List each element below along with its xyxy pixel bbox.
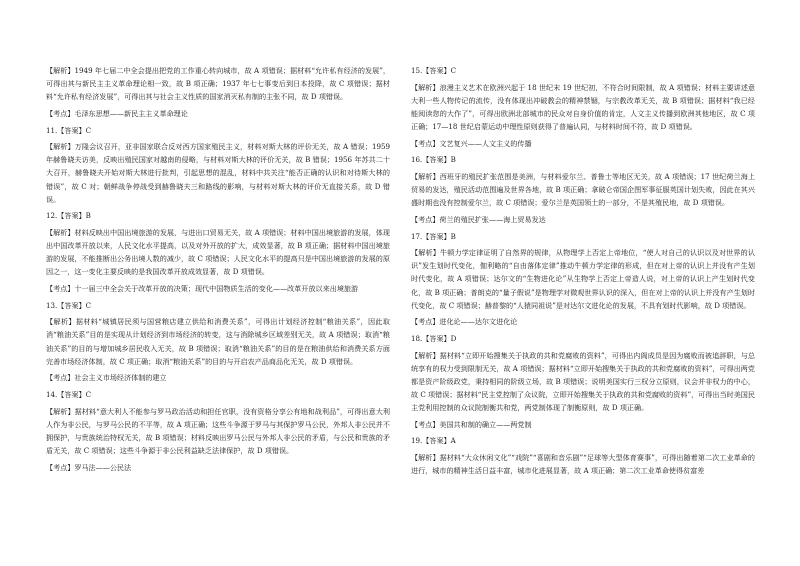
- topic-line: 【考点】毛泽东思想——新民主主义革命理论: [46, 108, 188, 118]
- answer-line: 18.【答案】D: [411, 334, 457, 344]
- explanation-paragraph: 【解析】据材料“意大利人不能参与罗马政治活动和担任官职，没有资格分享公有地和战利品”，可得出意大利人作为非公民，与罗马公民的不平等，故 A 项正确；这些斗争源于罗马与其保护罗马公民，外邦人非公民并不拥保护，与贵族统治特权无关，故 B 项错误；材料反映出罗马公民与外邦人非公民的矛盾，与公民和贵族的矛盾无关，故 C 项错误；这些斗争源于非公民利益缺乏法律保护，故 D 项错误。: [46, 406, 390, 455]
- topic-line: 【考点】罗马法——公民法: [46, 462, 132, 472]
- topic-line: 【考点】社会主义市场经济体制的建立: [46, 373, 167, 383]
- answer-line: 12.【答案】B: [46, 211, 91, 221]
- topic-line: 【考点】文艺复兴——人文主义的传播: [411, 138, 532, 148]
- topic-line: 【考点】进化论——达尔文进化论: [411, 317, 518, 327]
- answer-line: 17.【答案】B: [411, 231, 456, 241]
- answer-line: 14.【答案】C: [46, 390, 92, 399]
- left-column: [46, 64, 390, 474]
- topic-line: 【考点】十一届三中全会关于改革开放的决策；现代中国物质生活的变化——改革开放以来出境旅游: [46, 283, 359, 293]
- explanation-paragraph: 【解析】西班牙的殖民扩张范围是美洲，与材料爱尔兰、普鲁士等地区无关，故 A 项错误；17 世纪荷兰海上贸易的发达，殖民活动范围遍及世界各地，故 B 项正确；拿破仑帝国企图军事征服英国计划失败，因此在其兴盛时期也没有控制爱尔兰，故 C 项错误；爱尔兰是英国领土的一部分，不是其殖民地，故 D 项错误。: [411, 172, 755, 208]
- answer-line: 19.【答案】A: [411, 436, 456, 446]
- explanation-paragraph: 【解析】牛顿力学定律证明了自然界的规律，从物理学上否定上帝地位，“使人对自己的认识以及对世界的认识”发生划时代变化，伽利略的“自由落体定律”推动牛顿力学定律的形成，但在对上帝的认识上并没有产生划时代变化，故 A 项错误；达尔文的“生物进化论”从生物学上否定上帝造人说，对上帝的认识上产生划时代变化，故 B 项正确；普朗克的“量子假说”是物理学对微观世界认识的深入，但在对上帝的认识上并没有产生划时代变化，故 C 项错误；赫普黎的“人猿同祖说”是对达尔文进化论的发展，不具有划时代影响，故 D 项错误。: [411, 248, 755, 310]
- topic-line: 【考点】荷兰的殖民扩张——海上贸易发达: [411, 214, 546, 224]
- answer-line: 13.【答案】C: [46, 300, 92, 310]
- topic-line: 【考点】美国共和制的确立——两党制: [411, 419, 532, 429]
- answer-line: 11.【答案】C: [46, 125, 92, 135]
- explanation-paragraph: 【解析】浪漫主义艺术在欧洲兴起于 18 世纪末 19 世纪初，不符合时间限制，故 A 项错误；材料主要讲述意大利一些人物传记的流传，没有体现出冲破教会的精神禁锢，与宗教改革无关，故 B 项错误；据材料“我已经能阅读您的大作了”，可得出欧洲北部城市的民众对自身价值的肯定，人文主义传播到欧洲其他地区，故 C 项正确；17—18 世纪启蒙运动中理性原则获得了普遍认同，与材料时间不符，故 D 项错误。: [411, 82, 755, 131]
- explanation-paragraph: 【解析】1949 年七届二中全会提出把党的工作重心转向城市，故 A 项错误；据材料“允许私有经济的发展”，可得出其与新民主主义革命理论相一致，故 B 项正确；1937 年七七事变后到日本投降，故 C 项错误；据材料“允许私有经济发展”，可得出其与社会主义性质的国家消灭私有制的主张不同，故 D 项错误。: [46, 66, 390, 102]
- explanation-paragraph: 【解析】据材料“大众休闲文化”“戏院”“喜剧和音乐剧”“足球等大型体育赛事”，可得出随着第二次工业革命的进行，城市的精神生活日益丰富，城市化进展显著，故 A 项正确；第二次工业革命使得贫富差: [411, 453, 755, 476]
- explanation-paragraph: 【解析】万隆会议召开，亚非国家联合反对西方国家殖民主义，材料对斯大林的评价无关，故 A 错误；1959 年赫鲁晓夫访美，反映出殖民国家对越南的侵略，与材料对斯大林的评价无关，故 B 错误；1956 年苏共二十大召开，赫鲁晓夫开始对斯大林进行批判，引起思想的混乱，材料中共关注“能否正确的认识和对待斯大林的错误”，故 C 对；朝鲜战争停战受到赫鲁晓夫三和路线的影响，与材料对斯大林的评价无直接关系，故 D 错误。: [46, 142, 390, 204]
- explanation-paragraph: 【解析】材料反映出中国出境旅游的发展，与进出口贸易无关，故 A 项错误；材料中国出境旅游的发展，体现出中国改革开放以来，人民文化水平提高，以及对外开放的扩大，成效显著，故 B 项正确；据材料中国出境旅游的发展，不能推断出公务出境人数的减少，故 C 项错误；人民文化水平的提高只是中国出境旅游的发展的原因之一，这一变化主要反映的是我国改革开放成效显著，故 D 项错误。: [46, 228, 390, 277]
- answer-line: 16.【答案】B: [411, 155, 456, 165]
- explanation-paragraph: 【解析】据材料“城镇居民须与国营粮店建立供给和消费关系”，可得出计划经济控制“粮油关系”，因此取消“粮油关系”目的是实现从计划经济到市场经济的转变，这与消除城乡区域差别无关，故 A 项错误；取消“粮油关系”的目的与增加城乡居民收入无关，故 B 项错误；取消“粮油关系”的目的是在粮油供给和消费关系方面完善市场经济体制，故 C 项正确；取消“粮油关系”的目的与开启农产品商品化无关，故 D 项错误。: [46, 317, 390, 366]
- answer-line: 15.【答案】C: [411, 66, 457, 75]
- explanation-paragraph: 【解析】据材料“立即开始搜集关于执政的共和党腐败的资料”，可得出内阁成员是因为腐败而被追辞职，与总统享有的权力受到限制无关，故 A 项错误；据材料“立即开始搜集关于执政的共和党腐败的资料”，可得出两党都是资产阶级政党，秉持相同的阶级立场，故 B 项错误；说明美国实行三权分立原则，议会并非权力的中心，故 C 项错误；据材料“民主党控制了众议院，立即开始搜集关于执政的共和党腐败的资料”，可得出当时美国民主党利用控制的众议院制衡共和党，两党制体现了制衡原则，故 D 项正确。: [411, 350, 755, 413]
- right-column: [411, 64, 755, 477]
